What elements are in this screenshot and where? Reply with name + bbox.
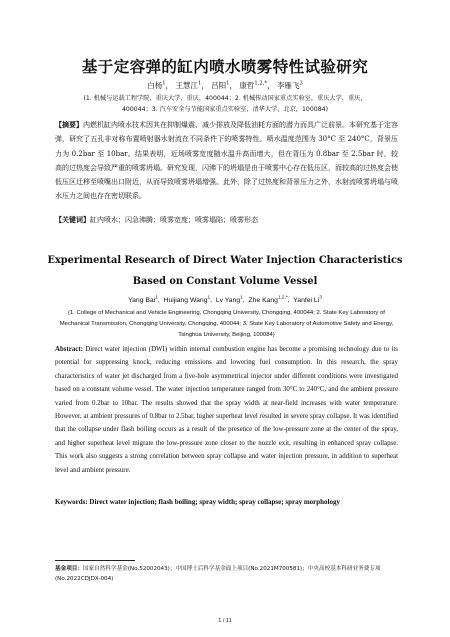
- author-sup: 3: [319, 295, 322, 301]
- english-title-line1: Experimental Research of Direct Water Injection Characteristics: [47, 255, 403, 266]
- footnote-divider: [55, 560, 135, 561]
- abstract-text: Direct water injection (DWI) within internal combustion engine has become a promising technology due to its potential for suppressing knock, reducing emissions and lowering fuel consumption. In this research, the spray characteristics of water jet discharged from a five-hole asymmetrical injector under different conditions were investigated based on a constant volume vessel. The water injection temperature ranged from 30°C to 240°C, and the ambient pressure varied from 0.2bar to 10bar. The results showed that the spray width at near-field increases with water temperature. However, at ambient pressures of 0.8bar to 2.5bar, higher superheat level resulted in severe spray collapse. It was identified that the collapse under flash boiling occurs as a result of the presence of the low-pressure zone at the center of the spray, and higher superheat level migrate the low-pressure zone closer to the nozzle exit, resulting in enhanced spray collapse. This work also suggests a strong correlation between spray collapse and water injection pressure, in addition to superheat level and ambient pressure.: [55, 346, 398, 474]
- keywords-text: 缸内喷水；闪急沸腾；喷雾宽度；喷雾塌陷；喷雾形态: [90, 216, 258, 224]
- abstract-label: Abstract:: [55, 346, 83, 353]
- affiliation-line: 400044；3. 汽车安全与节能国家重点实验室，清华大学，北京，100084): [121, 106, 329, 113]
- keywords-label: Keywords:: [55, 498, 88, 506]
- english-affiliation: (1. College of Mechanical and Vehicle Engineering, Chongqing University, Chongqing, 400044; 2. State Key Laboratory of Mechanical Transmission, Chongqing University, Chongqing, 400044; 3. State Key Laboratory of Automotive Safety and Energy, Tsinghua University, Beijing, 100084): [59, 310, 394, 339]
- funding-text: 国家自然科学基金(No.52002043)；中国博士后科学基金面上项目(No.2021M700581)；中央高校基本科研业务费专项 (No.2022CDJDX-004): [55, 566, 381, 582]
- chinese-title: 基于定容弹的缸内喷水喷雾特性试验研究: [81, 57, 369, 76]
- funding-label: 基金项目：: [55, 566, 83, 572]
- chinese-keywords: [55, 215, 398, 225]
- affiliation-line: (1. 机械与运载工程学院，重庆大学，重庆，400044；2. 机械传动国家重点实验室，重庆大学，重庆，: [83, 95, 367, 102]
- author-sup: 3: [299, 80, 303, 87]
- author-name: 吕阳: [211, 81, 227, 90]
- author-name: Yang Bai: [128, 297, 156, 304]
- english-keywords: [55, 496, 398, 509]
- author-name: Zhe Kang: [248, 297, 278, 304]
- keywords-label: 【关键词】: [55, 216, 90, 224]
- abstract-text: 内燃机缸内喷水技术因其在抑制爆震、减少排放及降低油耗方面的潜力而具广泛前景。本研究基于定容弹，研究了五孔非对称布置喷射器水射流在不同条件下的喷雾特性。喷水温度范围为 30°C 至 240°C，背景压力为 0.2bar 至 10bar。结果表明，近场喷雾宽度随水温升高而增大，但在背压为 0.8bar 至 2.5bar 时，较高的过热度会导致严重的喷雾坍塌。研究发现，闪沸下的坍塌是由于喷雾中心存在低压区，而较高的过热度会使低压区迁移至喷嘴出口附近，从而导致喷雾坍塌增强。此外，除了过热度和背景压力之外，水射流喷雾坍塌与喷水压力之间也存在密切联系。: [55, 121, 398, 201]
- author-name: 李雁飞: [276, 81, 300, 90]
- chinese-authors: 白杨$^1$， 王慧江$^1$， 吕阳$^1$， 康哲$^{1,2,*}$， 李雁飞$^3$: [147, 80, 303, 90]
- chinese-abstract: [55, 118, 398, 204]
- keywords-text: Direct water injection; flash boiling; spray width; spray collapse; spray morphology: [89, 498, 340, 506]
- author-sup: 1,2,*: [277, 295, 288, 301]
- author-sup: 1,2,*: [254, 80, 268, 87]
- author-sup: 1: [207, 295, 211, 301]
- author-name: 康哲: [239, 81, 255, 90]
- author-name: 王慧江: [175, 81, 198, 90]
- author-name: Huijiang Wang: [163, 297, 208, 304]
- author-sup: 1: [240, 295, 243, 301]
- english-authors: Yang Bai$^1$, Huijiang Wang$^1$, Lv Yang$^1$, Zhe Kang$^{1,2,*}$, Yanfei Li$^3$: [128, 295, 322, 304]
- author-sup: 1: [226, 80, 230, 87]
- chinese-affiliation: [40, 93, 410, 115]
- author-sup: 1: [197, 80, 202, 87]
- page-number: 1 / 11: [218, 618, 232, 624]
- author-sup: 1: [155, 295, 158, 301]
- english-title-line2: Based on Constant Volume Vessel: [132, 276, 318, 287]
- author-sup: 1: [162, 80, 166, 87]
- author-name: 白杨: [147, 81, 163, 90]
- abstract-label: 【摘要】: [55, 120, 83, 129]
- funding-footnote: [55, 564, 398, 584]
- author-name: Yanfei Li: [293, 297, 320, 304]
- english-abstract: [55, 343, 398, 477]
- author-name: Lv Yang: [215, 297, 241, 304]
